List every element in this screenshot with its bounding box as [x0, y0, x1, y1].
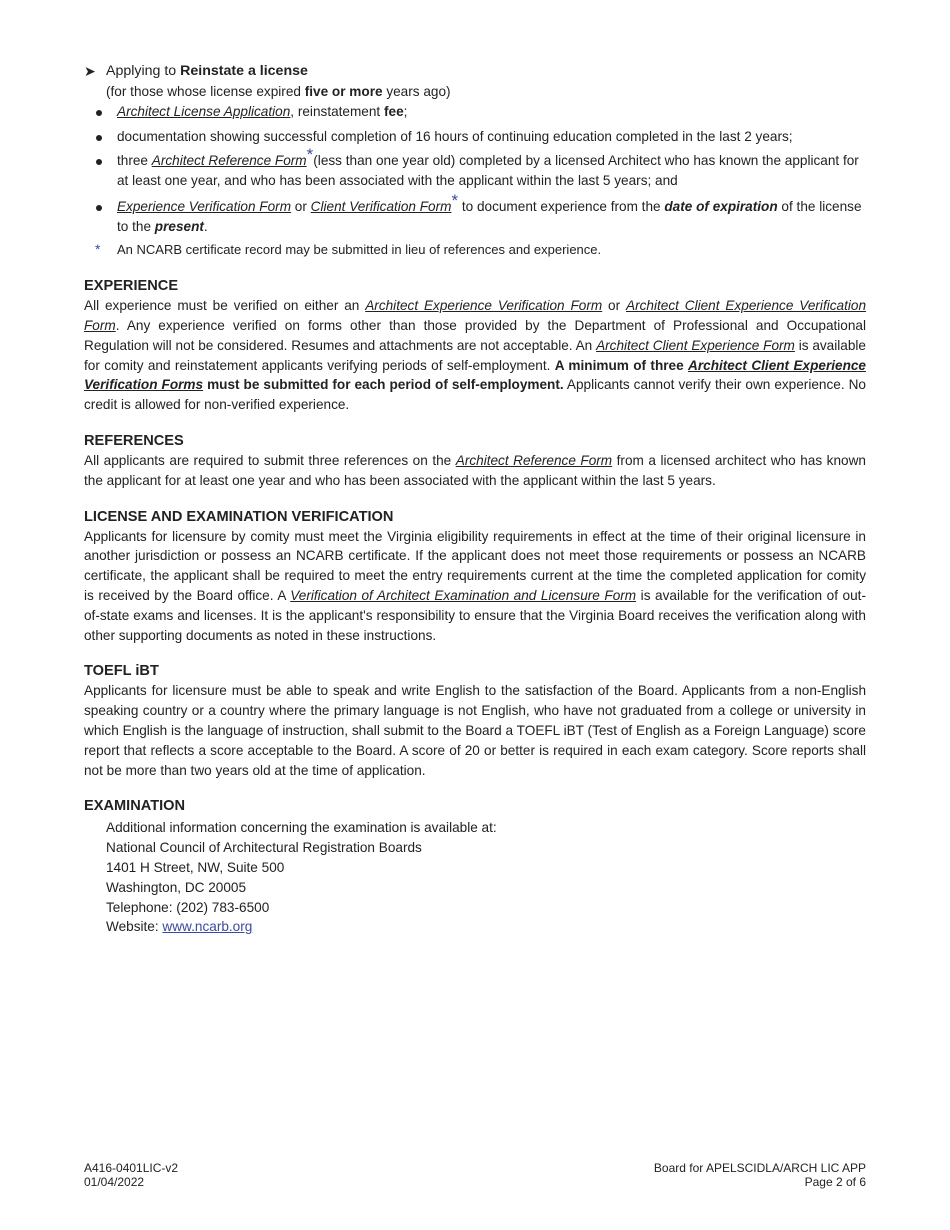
- client-verification-form-link[interactable]: Client Verification Form: [310, 198, 452, 214]
- board-name: Board for APELSCIDLA/ARCH LIC APP: [653, 1161, 866, 1175]
- ncarb-note: * An NCARB certificate record may be submitted in lieu of references and experience.: [84, 240, 866, 260]
- architect-client-experience-verification-form-link[interactable]: Architect Client Experience Verification Form: [84, 298, 867, 333]
- asterisk-icon: *: [306, 145, 314, 165]
- asterisk-icon: *: [95, 241, 101, 258]
- reinstate-lead-bold: Reinstate a license: [180, 63, 308, 79]
- footer-page-info: [654, 1161, 866, 1189]
- chevron-right-icon: ➤: [84, 63, 96, 79]
- architect-reference-form-link[interactable]: Architect Reference Form: [151, 153, 307, 169]
- ncarb-website-link[interactable]: www.ncarb.org: [162, 919, 253, 935]
- bullet-icon: [96, 110, 102, 116]
- references-paragraph: All applicants are required to submit three references on the Architect Reference Form from a licensed architect who has known the applicant for at least one year and who has been associated with the applicant within the last 5 years.: [84, 452, 866, 488]
- reinstate-subtitle: (for those whose license expired five or more years ago): [106, 83, 451, 99]
- verification-of-architect-examination-form-link[interactable]: Verification of Architect Examination and Licensure Form: [290, 587, 637, 603]
- list-item: documentation showing successful completion of 16 hours of continuing education completed in the last 2 years;: [84, 127, 866, 147]
- reinstate-requirements-list: [84, 102, 866, 261]
- architect-client-experience-verification-forms-link[interactable]: Architect Client Experience Verification Forms: [84, 357, 866, 393]
- examination-heading: EXAMINATION: [84, 798, 186, 815]
- website-line: Website: www.ncarb.org: [106, 919, 253, 935]
- architect-client-experience-form-link[interactable]: Architect Client Experience Form: [596, 337, 795, 353]
- architect-license-application-link[interactable]: Architect License Application: [117, 103, 291, 119]
- architect-reference-form-link[interactable]: Architect Reference Form: [455, 452, 613, 468]
- examination-contact-block: Additional information concerning the examination is available at: National Council of Architectural Registration Boards 1401 H Street, NW, Suite 500 Washington, DC 20005 Telephone: (202) 783-6500 Website: www.ncarb.org: [84, 818, 866, 937]
- form-date: 01/04/2022: [84, 1175, 145, 1189]
- experience-heading: EXPERIENCE: [84, 278, 179, 295]
- bullet-icon: [96, 205, 102, 211]
- architect-experience-verification-form-link[interactable]: Architect Experience Verification Form: [365, 298, 603, 314]
- references-heading: REFERENCES: [84, 432, 184, 449]
- verification-heading: LICENSE AND EXAMINATION VERIFICATION: [84, 508, 394, 525]
- experience-verification-form-link[interactable]: Experience Verification Form: [117, 198, 292, 214]
- page-content: [84, 62, 866, 937]
- bullet-icon: [96, 159, 102, 165]
- footer-form-info: [84, 1161, 178, 1189]
- form-code: A416-0401LIC-v2: [84, 1161, 179, 1175]
- experience-paragraph: All experience must be verified on either an Architect Experience Verification Form or Architect Client Experience Verification Form. Any experience verified on forms other than those provided by the Department of Professional and Occupational Regulation will not be considered. Resumes and attachments are not acceptable. An Architect Client Experience Form is available for comity and reinstatement applicants verifying periods of self-employment. A minimum of three Architect Client Experience Verification Forms must be submitted for each period of self-employment. Applicants cannot verify their own experience. No credit is allowed for non-verified experience.: [84, 298, 867, 413]
- reinstate-heading: [84, 62, 866, 82]
- toefl-paragraph: Applicants for licensure must be able to speak and write English to the satisfaction of the Board. Applicants from a non-English speaking country or a country where the primary language is not English, who have not graduated from a college or university in which English is the language of instruction, shall submit to the Board a TOEFL iBT (Test of English as a Foreign Language) score report that reflects a score acceptable to the Board. A score of 20 or better is required in each exam category. Score reports shall not be more than two years old at the time of application.: [84, 683, 866, 778]
- list-item: Experience Verification Form or Client Verification Form* to document experience from the date of expiration of the license to the present.: [84, 197, 866, 237]
- list-item: three Architect Reference Form*(less than one year old) completed by a licensed Architect who has known the applicant for at least one year, and who has been associated with the applicant within the last 5 years; and: [84, 151, 866, 191]
- bullet-icon: [96, 135, 102, 141]
- toefl-heading: TOEFL iBT: [84, 663, 159, 680]
- list-item: Architect License Application, reinstatement fee;: [84, 102, 866, 122]
- asterisk-icon: *: [451, 190, 459, 210]
- verification-paragraph: Applicants for licensure by comity must meet the Virginia eligibility requirements in effect at the time of their original licensure in another jurisdiction or possess an NCARB certificate. If the applicant does not meet those requirements or possess an NCARB certificate, the applicant shall be required to meet the entry requirements current at the time the completed application for comity is received by the Board office. A Verification of Architect Examination and Licensure Form is available for the verification of out-of-state exams and licenses. It is the applicant's responsibility to ensure that the Virginia Board receives the verification along with other supporting documents as noted in these instructions.: [84, 528, 866, 643]
- reinstate-lead-text: Applying to: [106, 63, 181, 79]
- page-number: Page 2 of 6: [804, 1175, 866, 1189]
